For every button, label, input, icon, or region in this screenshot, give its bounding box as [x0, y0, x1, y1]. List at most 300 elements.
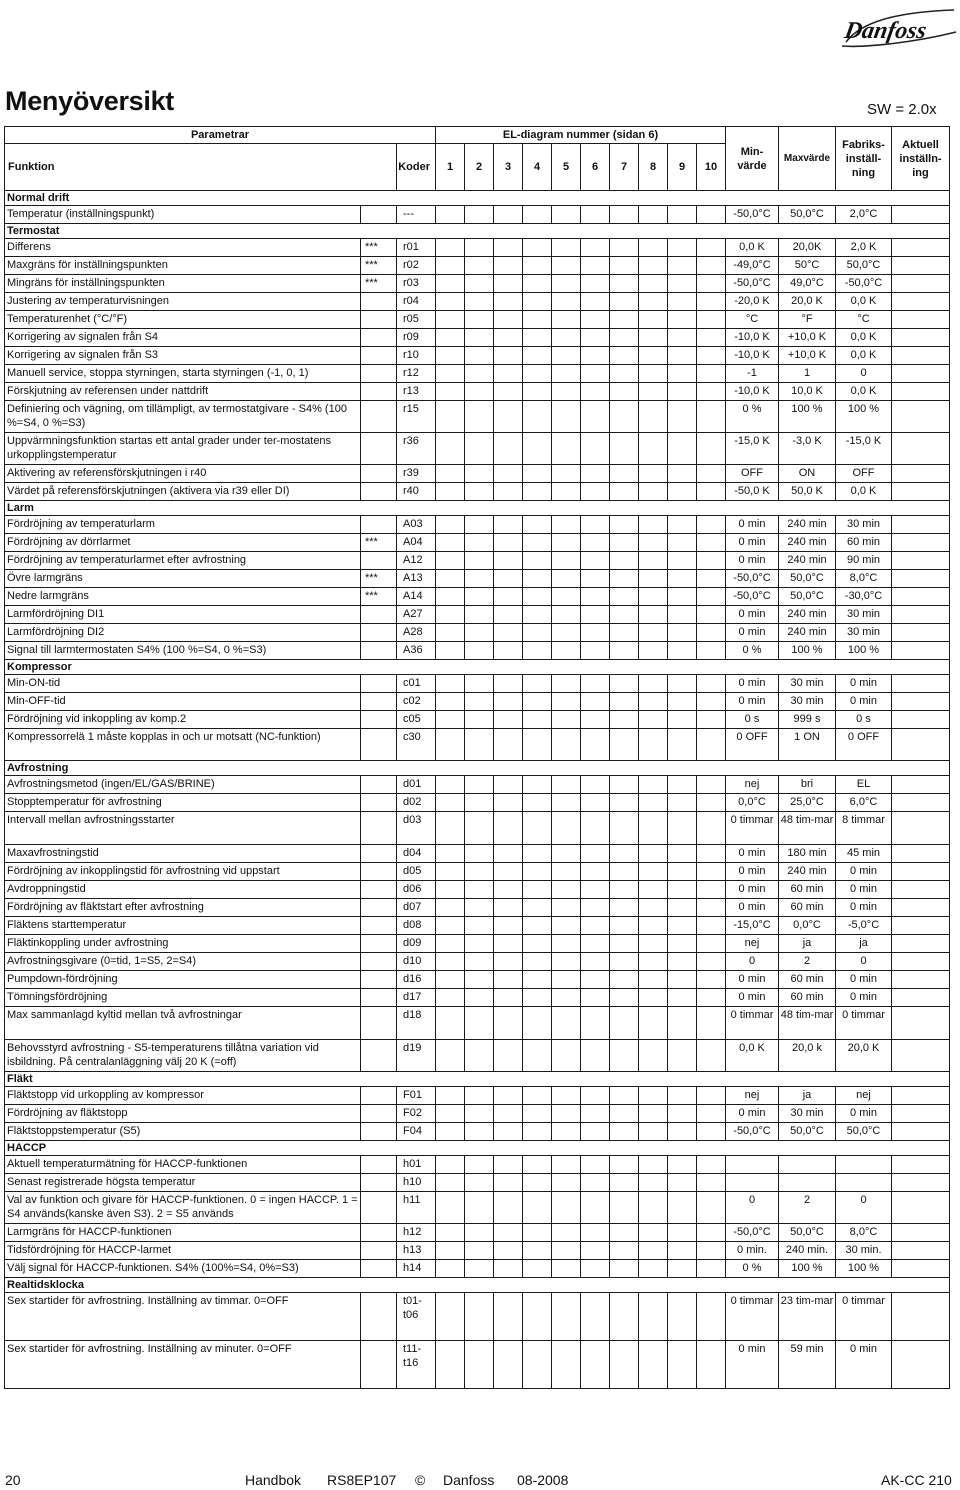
el-diagram-cell	[639, 588, 668, 606]
table-row	[5, 711, 950, 729]
star-marker: ***	[361, 257, 397, 275]
table-row	[5, 1105, 950, 1123]
parameter-name: Pumpdown-fördröjning	[5, 971, 361, 989]
el-diagram-cell	[436, 794, 465, 812]
el-diagram-cell	[552, 383, 581, 401]
section-title: Fläkt	[5, 1072, 950, 1087]
el-diagram-cell	[668, 534, 697, 552]
value-aktuell[interactable]	[892, 206, 950, 224]
parameter-name: Stopptemperatur för avfrostning	[5, 794, 361, 812]
table-row	[5, 693, 950, 711]
table-row	[5, 239, 950, 257]
el-diagram-cell	[465, 1156, 494, 1174]
el-diagram-cell	[610, 917, 639, 935]
footer-company: Danfoss	[443, 1472, 495, 1488]
el-diagram-cell	[668, 624, 697, 642]
header-el-number: 8	[639, 144, 668, 191]
table-row	[5, 794, 950, 812]
el-diagram-cell	[610, 293, 639, 311]
el-diagram-cell	[610, 1341, 639, 1389]
value-min: 0 min	[726, 693, 779, 711]
el-diagram-cell	[552, 899, 581, 917]
value-fab: 0 min	[836, 863, 892, 881]
header-el-number: 10	[697, 144, 726, 191]
el-diagram-cell	[668, 935, 697, 953]
value-aktuell[interactable]	[892, 794, 950, 812]
value-aktuell[interactable]	[892, 675, 950, 693]
value-aktuell[interactable]	[892, 1242, 950, 1260]
el-diagram-cell	[552, 917, 581, 935]
value-aktuell[interactable]	[892, 570, 950, 588]
el-diagram-cell	[494, 971, 523, 989]
el-diagram-cell	[610, 347, 639, 365]
el-diagram-cell	[668, 365, 697, 383]
el-diagram-cell	[494, 1040, 523, 1072]
el-diagram-cell	[523, 693, 552, 711]
value-fab: 0	[836, 1192, 892, 1224]
star-marker	[361, 1260, 397, 1278]
el-diagram-cell	[610, 1224, 639, 1242]
value-max: 20,0 k	[779, 1040, 836, 1072]
value-aktuell[interactable]	[892, 1260, 950, 1278]
el-diagram-cell	[465, 570, 494, 588]
el-diagram-cell	[697, 206, 726, 224]
el-diagram-cell	[639, 794, 668, 812]
el-diagram-cell	[494, 812, 523, 845]
el-diagram-cell	[639, 1174, 668, 1192]
parameter-name: Manuell service, stoppa styrningen, starta styrningen (-1, 0, 1)	[5, 365, 361, 383]
el-diagram-cell	[697, 1087, 726, 1105]
el-diagram-cell	[610, 675, 639, 693]
el-diagram-cell	[436, 729, 465, 761]
value-aktuell[interactable]	[892, 693, 950, 711]
value-aktuell[interactable]	[892, 711, 950, 729]
el-diagram-cell	[581, 1293, 610, 1341]
el-diagram-cell	[465, 675, 494, 693]
el-diagram-cell	[436, 239, 465, 257]
value-aktuell[interactable]	[892, 1224, 950, 1242]
value-max: 20,0 K	[779, 293, 836, 311]
value-aktuell[interactable]	[892, 329, 950, 347]
el-diagram-cell	[639, 881, 668, 899]
el-diagram-cell	[552, 953, 581, 971]
el-diagram-cell	[697, 1192, 726, 1224]
value-min: -15,0 K	[726, 433, 779, 465]
el-diagram-cell	[465, 971, 494, 989]
el-diagram-cell	[552, 971, 581, 989]
footer-date: 08-2008	[517, 1472, 569, 1488]
el-diagram-cell	[465, 1087, 494, 1105]
el-diagram-cell	[639, 1341, 668, 1389]
table-row	[5, 989, 950, 1007]
el-diagram-cell	[552, 1156, 581, 1174]
el-diagram-cell	[465, 1040, 494, 1072]
value-aktuell[interactable]	[892, 899, 950, 917]
parameter-code: h01	[397, 1156, 436, 1174]
el-diagram-cell	[552, 1341, 581, 1389]
el-diagram-cell	[523, 812, 552, 845]
el-diagram-cell	[697, 1123, 726, 1141]
parameter-name: Tömningsfördröjning	[5, 989, 361, 1007]
value-fab: 8,0°C	[836, 570, 892, 588]
el-diagram-cell	[610, 863, 639, 881]
value-aktuell[interactable]	[892, 812, 950, 845]
header-funktion: Funktion	[5, 144, 397, 191]
el-diagram-cell	[639, 1040, 668, 1072]
section-title: Avfrostning	[5, 761, 950, 776]
el-diagram-cell	[465, 239, 494, 257]
value-aktuell[interactable]	[892, 606, 950, 624]
footer-product: AK-CC 210	[881, 1472, 952, 1488]
el-diagram-cell	[552, 711, 581, 729]
value-aktuell[interactable]	[892, 257, 950, 275]
parameter-name: Signal till larmtermostaten S4% (100 %=S4, 0 %=S3)	[5, 642, 361, 660]
el-diagram-cell	[668, 1242, 697, 1260]
el-diagram-cell	[552, 1242, 581, 1260]
star-marker	[361, 1156, 397, 1174]
el-diagram-cell	[668, 1293, 697, 1341]
value-min: -49,0°C	[726, 257, 779, 275]
parameter-name: Min-ON-tid	[5, 675, 361, 693]
value-aktuell[interactable]	[892, 642, 950, 660]
el-diagram-cell	[610, 989, 639, 1007]
value-fab: 0,0 K	[836, 293, 892, 311]
parameter-name: Sex startider för avfrostning. Inställning av minuter. 0=OFF	[5, 1341, 361, 1389]
el-diagram-cell	[697, 1341, 726, 1389]
value-max: 50,0 K	[779, 483, 836, 501]
table-row	[5, 365, 950, 383]
el-diagram-cell	[610, 552, 639, 570]
el-diagram-cell	[610, 483, 639, 501]
value-fab: 60 min	[836, 534, 892, 552]
value-fab: 100 %	[836, 401, 892, 433]
el-diagram-cell	[668, 552, 697, 570]
parameter-code: A03	[397, 516, 436, 534]
el-diagram-cell	[436, 881, 465, 899]
parameter-code: A12	[397, 552, 436, 570]
el-diagram-cell	[465, 642, 494, 660]
value-aktuell[interactable]	[892, 971, 950, 989]
el-diagram-cell	[523, 989, 552, 1007]
el-diagram-cell	[581, 275, 610, 293]
el-diagram-cell	[552, 534, 581, 552]
el-diagram-cell	[436, 935, 465, 953]
star-marker	[361, 483, 397, 501]
el-diagram-cell	[436, 516, 465, 534]
value-aktuell[interactable]	[892, 1087, 950, 1105]
el-diagram-cell	[436, 570, 465, 588]
el-diagram-cell	[552, 311, 581, 329]
el-diagram-cell	[436, 534, 465, 552]
value-fab: °C	[836, 311, 892, 329]
el-diagram-cell	[610, 1123, 639, 1141]
el-diagram-cell	[639, 624, 668, 642]
parameter-code: d18	[397, 1007, 436, 1040]
star-marker	[361, 812, 397, 845]
el-diagram-cell	[523, 1040, 552, 1072]
table-row	[5, 642, 950, 660]
el-diagram-cell	[523, 776, 552, 794]
value-aktuell[interactable]	[892, 1192, 950, 1224]
star-marker	[361, 881, 397, 899]
menu-overview-table	[4, 126, 950, 1389]
value-aktuell[interactable]	[892, 552, 950, 570]
el-diagram-cell	[581, 483, 610, 501]
value-aktuell[interactable]	[892, 1123, 950, 1141]
el-diagram-cell	[610, 642, 639, 660]
el-diagram-cell	[697, 401, 726, 433]
el-diagram-cell	[581, 1156, 610, 1174]
value-aktuell[interactable]	[892, 293, 950, 311]
el-diagram-cell	[552, 863, 581, 881]
table-row	[5, 483, 950, 501]
value-aktuell[interactable]	[892, 347, 950, 365]
el-diagram-cell	[465, 1192, 494, 1224]
value-aktuell[interactable]	[892, 483, 950, 501]
el-diagram-cell	[552, 642, 581, 660]
el-diagram-cell	[552, 1123, 581, 1141]
footer-handbook: Handbok	[245, 1472, 302, 1488]
el-diagram-cell	[552, 365, 581, 383]
el-diagram-cell	[610, 845, 639, 863]
table-row	[5, 347, 950, 365]
el-diagram-cell	[610, 1174, 639, 1192]
el-diagram-cell	[639, 465, 668, 483]
el-diagram-cell	[494, 1123, 523, 1141]
el-diagram-cell	[494, 675, 523, 693]
value-aktuell[interactable]	[892, 433, 950, 465]
el-diagram-cell	[581, 534, 610, 552]
el-diagram-cell	[465, 935, 494, 953]
el-diagram-cell	[668, 516, 697, 534]
el-diagram-cell	[523, 401, 552, 433]
parameter-name: Värdet på referensförskjutningen (aktivera via r39 eller DI)	[5, 483, 361, 501]
el-diagram-cell	[436, 347, 465, 365]
parameter-code: d10	[397, 953, 436, 971]
el-diagram-cell	[523, 953, 552, 971]
star-marker	[361, 693, 397, 711]
value-aktuell[interactable]	[892, 953, 950, 971]
value-aktuell[interactable]	[892, 863, 950, 881]
value-aktuell[interactable]	[892, 1156, 950, 1174]
value-aktuell[interactable]	[892, 624, 950, 642]
el-diagram-cell	[581, 881, 610, 899]
value-aktuell[interactable]	[892, 365, 950, 383]
parameter-code: d09	[397, 935, 436, 953]
value-aktuell[interactable]	[892, 239, 950, 257]
parameter-name: Avfrostningsmetod (ingen/EL/GAS/BRINE)	[5, 776, 361, 794]
value-max: 25,0°C	[779, 794, 836, 812]
value-aktuell[interactable]	[892, 311, 950, 329]
el-diagram-cell	[494, 1224, 523, 1242]
el-diagram-cell	[581, 989, 610, 1007]
value-min: 0,0 K	[726, 239, 779, 257]
el-diagram-cell	[523, 365, 552, 383]
value-fab: 6,0°C	[836, 794, 892, 812]
parameter-name: Maxgräns för inställningspunkten	[5, 257, 361, 275]
el-diagram-cell	[639, 917, 668, 935]
value-aktuell[interactable]	[892, 917, 950, 935]
el-diagram-cell	[523, 729, 552, 761]
el-diagram-cell	[668, 433, 697, 465]
value-aktuell[interactable]	[892, 465, 950, 483]
el-diagram-cell	[523, 935, 552, 953]
value-aktuell[interactable]	[892, 935, 950, 953]
parameter-name: Sex startider för avfrostning. Inställning av timmar. 0=OFF	[5, 1293, 361, 1341]
section-header-row	[5, 761, 950, 776]
parameter-name: Fläktstopp vid urkoppling av kompressor	[5, 1087, 361, 1105]
table-row	[5, 845, 950, 863]
star-marker	[361, 293, 397, 311]
el-diagram-cell	[697, 845, 726, 863]
el-diagram-cell	[494, 776, 523, 794]
parameter-name: Fördröjning vid inkoppling av komp.2	[5, 711, 361, 729]
el-diagram-cell	[494, 1341, 523, 1389]
el-diagram-cell	[668, 1260, 697, 1278]
value-max: °F	[779, 311, 836, 329]
parameter-name: Övre larmgräns	[5, 570, 361, 588]
value-aktuell[interactable]	[892, 534, 950, 552]
value-aktuell[interactable]	[892, 989, 950, 1007]
parameter-code: F01	[397, 1087, 436, 1105]
star-marker: ***	[361, 570, 397, 588]
table-row	[5, 588, 950, 606]
value-min	[726, 1156, 779, 1174]
el-diagram-cell	[552, 812, 581, 845]
table-row	[5, 1242, 950, 1260]
el-diagram-cell	[494, 365, 523, 383]
value-aktuell[interactable]	[892, 1293, 950, 1341]
el-diagram-cell	[523, 465, 552, 483]
el-diagram-cell	[465, 1341, 494, 1389]
el-diagram-cell	[668, 1123, 697, 1141]
el-diagram-cell	[494, 1174, 523, 1192]
value-aktuell[interactable]	[892, 516, 950, 534]
el-diagram-cell	[610, 794, 639, 812]
el-diagram-cell	[668, 1007, 697, 1040]
el-diagram-cell	[639, 347, 668, 365]
value-fab: -15,0 K	[836, 433, 892, 465]
star-marker	[361, 552, 397, 570]
el-diagram-cell	[465, 257, 494, 275]
star-marker	[361, 1040, 397, 1072]
parameter-code: d19	[397, 1040, 436, 1072]
value-aktuell[interactable]	[892, 1341, 950, 1389]
el-diagram-cell	[639, 365, 668, 383]
value-min: -20,0 K	[726, 293, 779, 311]
el-diagram-cell	[436, 1174, 465, 1192]
el-diagram-cell	[465, 881, 494, 899]
el-diagram-cell	[436, 776, 465, 794]
el-diagram-cell	[697, 293, 726, 311]
el-diagram-cell	[465, 483, 494, 501]
el-diagram-cell	[697, 606, 726, 624]
el-diagram-cell	[465, 899, 494, 917]
value-min: 0 min	[726, 989, 779, 1007]
value-max: 240 min.	[779, 1242, 836, 1260]
el-diagram-cell	[465, 383, 494, 401]
el-diagram-cell	[581, 794, 610, 812]
el-diagram-cell	[494, 465, 523, 483]
el-diagram-cell	[639, 293, 668, 311]
el-diagram-cell	[581, 329, 610, 347]
el-diagram-cell	[581, 675, 610, 693]
header-aktuell: Aktuell inställn-ing	[892, 127, 950, 191]
el-diagram-cell	[697, 989, 726, 1007]
el-diagram-cell	[552, 845, 581, 863]
el-diagram-cell	[639, 1224, 668, 1242]
el-diagram-cell	[610, 812, 639, 845]
value-aktuell[interactable]	[892, 729, 950, 761]
el-diagram-cell	[465, 711, 494, 729]
el-diagram-cell	[523, 845, 552, 863]
el-diagram-cell	[523, 899, 552, 917]
value-min: 0 min	[726, 606, 779, 624]
el-diagram-cell	[494, 401, 523, 433]
el-diagram-cell	[436, 1260, 465, 1278]
el-diagram-cell	[552, 1293, 581, 1341]
parameter-name: Aktivering av referensförskjutningen i r40	[5, 465, 361, 483]
el-diagram-cell	[523, 642, 552, 660]
el-diagram-cell	[581, 642, 610, 660]
value-aktuell[interactable]	[892, 1174, 950, 1192]
value-fab: 0 min	[836, 881, 892, 899]
value-aktuell[interactable]	[892, 845, 950, 863]
value-max: 240 min	[779, 624, 836, 642]
value-aktuell[interactable]	[892, 275, 950, 293]
el-diagram-cell	[552, 989, 581, 1007]
value-fab	[836, 1156, 892, 1174]
parameter-code: r12	[397, 365, 436, 383]
star-marker	[361, 711, 397, 729]
el-diagram-cell	[465, 953, 494, 971]
parameter-name: Fläktstoppstemperatur (S5)	[5, 1123, 361, 1141]
value-aktuell[interactable]	[892, 1040, 950, 1072]
value-aktuell[interactable]	[892, 1105, 950, 1123]
el-diagram-cell	[697, 329, 726, 347]
value-aktuell[interactable]	[892, 881, 950, 899]
el-diagram-cell	[668, 1040, 697, 1072]
value-aktuell[interactable]	[892, 776, 950, 794]
value-aktuell[interactable]	[892, 401, 950, 433]
el-diagram-cell	[581, 347, 610, 365]
value-aktuell[interactable]	[892, 1007, 950, 1040]
value-min: 0 min	[726, 863, 779, 881]
el-diagram-cell	[494, 624, 523, 642]
el-diagram-cell	[697, 642, 726, 660]
value-aktuell[interactable]	[892, 383, 950, 401]
value-min: 0	[726, 1192, 779, 1224]
star-marker	[361, 1105, 397, 1123]
el-diagram-cell	[581, 606, 610, 624]
el-diagram-cell	[581, 935, 610, 953]
el-diagram-cell	[639, 1087, 668, 1105]
el-diagram-cell	[610, 1105, 639, 1123]
value-min: -10,0 K	[726, 383, 779, 401]
el-diagram-cell	[436, 1156, 465, 1174]
table-row	[5, 534, 950, 552]
parameter-name: Förskjutning av referensen under nattdrift	[5, 383, 361, 401]
el-diagram-cell	[610, 1293, 639, 1341]
el-diagram-cell	[668, 989, 697, 1007]
el-diagram-cell	[552, 401, 581, 433]
el-diagram-cell	[639, 729, 668, 761]
value-aktuell[interactable]	[892, 588, 950, 606]
el-diagram-cell	[436, 812, 465, 845]
el-diagram-cell	[465, 329, 494, 347]
el-diagram-cell	[639, 953, 668, 971]
el-diagram-cell	[668, 293, 697, 311]
